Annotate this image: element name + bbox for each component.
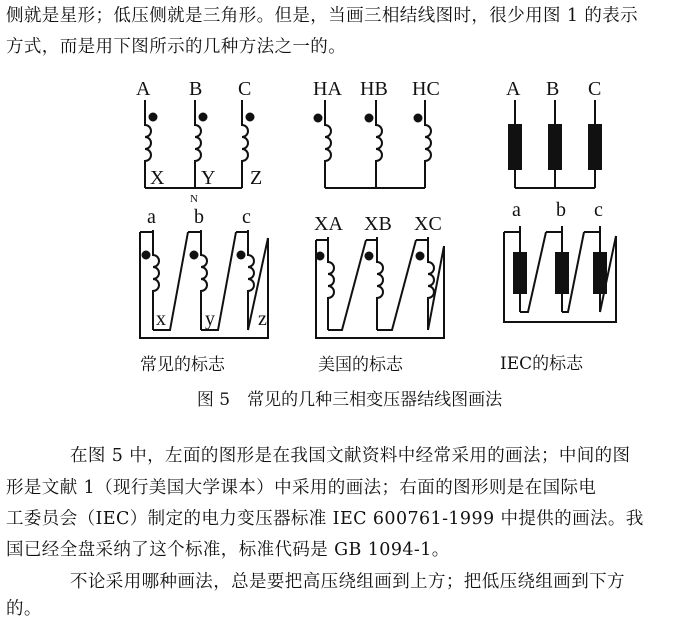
hv-label-c: C (238, 78, 252, 100)
hv-end-y: Y (201, 167, 216, 189)
iec-hv-label-a: A (506, 78, 521, 100)
lv-end-x: x (156, 308, 166, 330)
hv-end-x: X (150, 167, 165, 189)
american-lv-delta (316, 237, 444, 338)
lv-label-xc: XC (414, 213, 442, 235)
intro-line-2: 方式，而是用下图所示的几种方法之一的。 (6, 37, 347, 57)
iec-hv-windings (509, 100, 601, 188)
iec-lv-label-a: a (512, 199, 521, 221)
iec-hv-label-c: C (588, 78, 602, 100)
hv-label-hb: HB (360, 78, 388, 100)
hv-label-hc: HC (412, 78, 440, 100)
body-p1-line4: 国已经全盘采纳了这个标准，标准代码是 GB 1094-1。 (6, 540, 450, 560)
iec-notation-diagram (500, 78, 616, 374)
iec-lv-label-b: b (556, 199, 566, 221)
iec-lv-delta (504, 226, 616, 322)
hv-end-z: Z (250, 167, 263, 189)
neutral-label: N (190, 193, 198, 205)
hv-label-a: A (136, 78, 151, 100)
common-notation-caption: 常见的标志 (140, 355, 225, 375)
hv-label-ha: HA (313, 78, 342, 100)
american-hv-windings (315, 100, 432, 188)
american-notation-caption: 美国的标志 (318, 355, 403, 375)
body-p2-line1: 不论采用哪种画法，总是要把高压绕组画到上方；把低压绕组画到下方 (70, 572, 625, 592)
lv-label-b: b (194, 206, 204, 228)
body-p1-line2: 形是文献 1（现行美国大学课本）中采用的画法；右面的图形则是在国际电 (6, 478, 597, 498)
common-notation-diagram (136, 78, 268, 375)
lv-label-xb: XB (364, 213, 392, 235)
iec-lv-label-c: c (594, 199, 603, 221)
iec-hv-label-b: B (546, 78, 560, 100)
body-p1-line1: 在图 5 中，左面的图形是在我国文献资料中经常采用的画法；中间的图 (70, 446, 631, 466)
iec-notation-caption: IEC的标志 (500, 354, 584, 374)
lv-label-xa: XA (314, 213, 343, 235)
intro-line-1: 侧就是星形；低压侧就是三角形。但是，当画三相结线图时，很少用图 1 的表示 (6, 6, 639, 26)
american-notation-diagram (313, 78, 444, 375)
lv-end-z: z (258, 308, 267, 330)
body-p1-line3: 工委员会（IEC）制定的电力变压器标准 IEC 600761-1999 中提供的画法。我 (6, 509, 644, 529)
body-p2-line2: 的。 (6, 599, 42, 619)
lv-label-c: c (242, 206, 251, 228)
hv-label-b: B (189, 78, 203, 100)
figure-caption: 图 5 常见的几种三相变压器结线图画法 (196, 390, 503, 410)
transformer-connection-figure (0, 62, 699, 422)
lv-label-a: a (147, 206, 156, 228)
lv-end-y: y (205, 308, 215, 330)
